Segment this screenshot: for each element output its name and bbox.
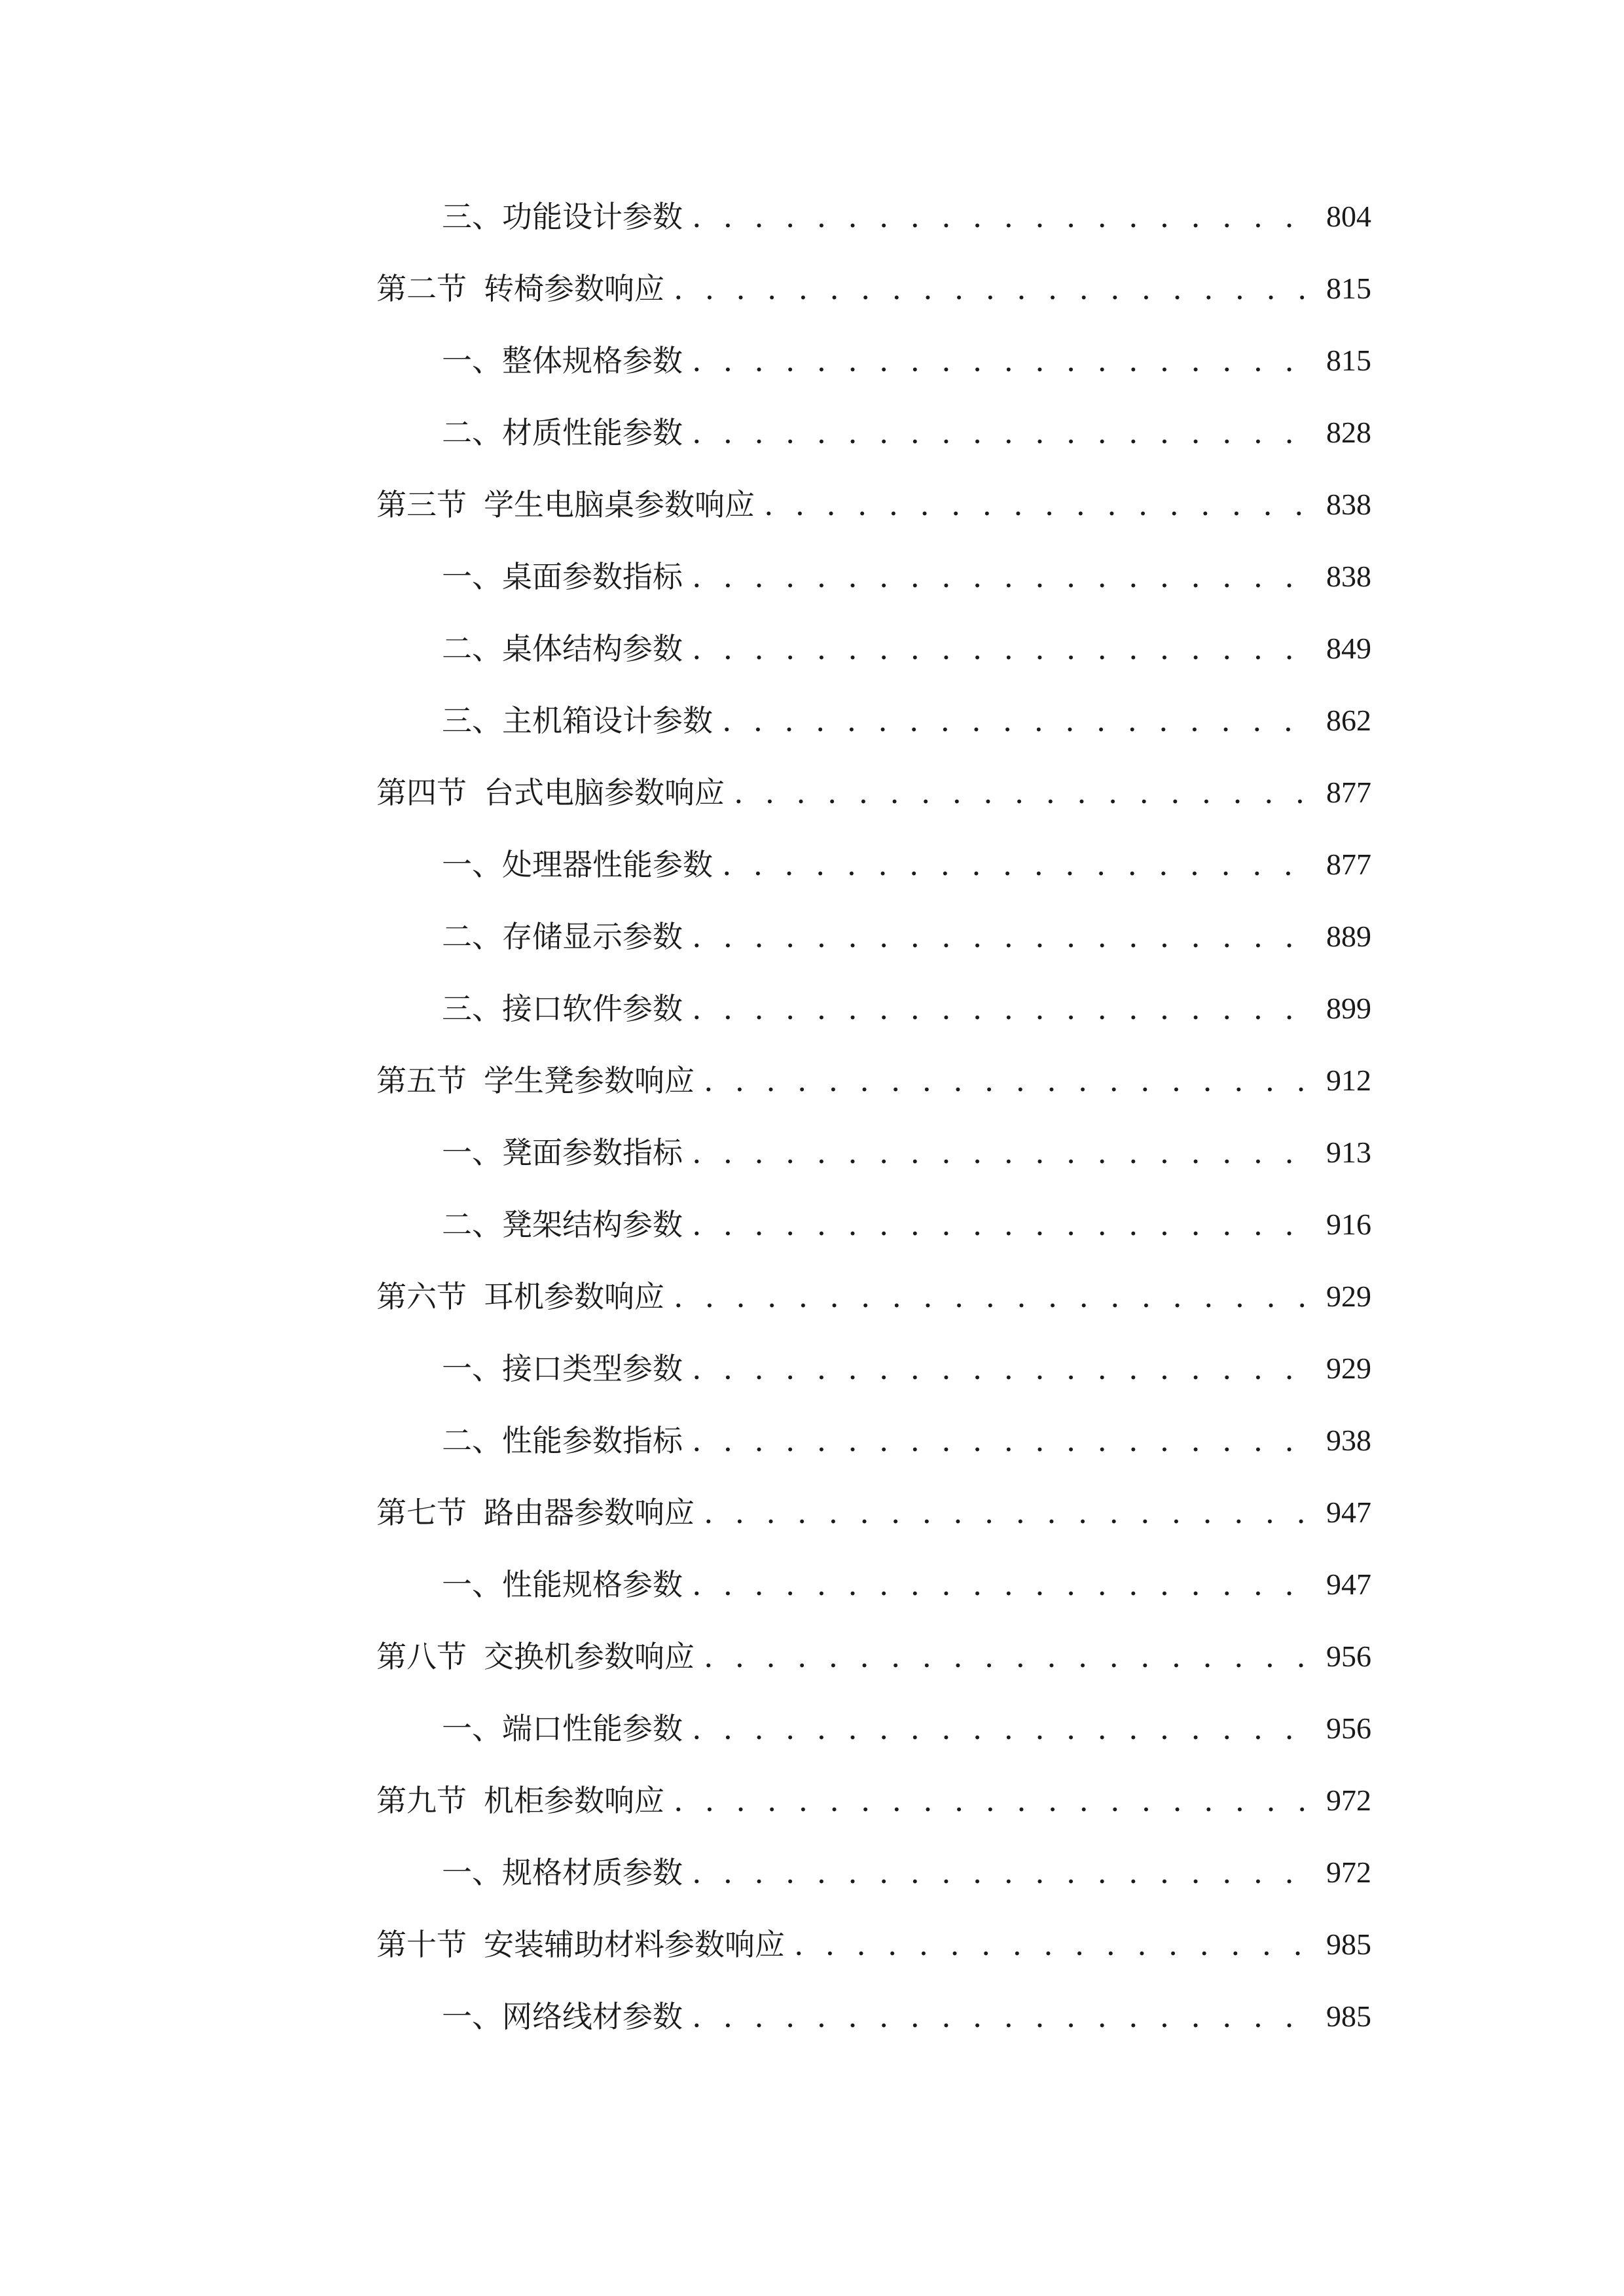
toc-entry-page: 804: [1326, 200, 1371, 233]
toc-entry-page: 828: [1326, 416, 1371, 449]
toc-section-title: 学生凳参数响应: [484, 1063, 695, 1098]
toc-section[interactable]: [376, 757, 1371, 829]
toc-section-number: 第三节: [376, 487, 467, 522]
toc-entry[interactable]: [376, 1837, 1371, 1909]
dot-leader: [674, 1282, 1309, 1312]
dot-leader: [674, 1785, 1309, 1816]
dot-leader: [692, 1857, 1309, 1888]
toc-section-title: 安装辅助材料参数响应: [484, 1927, 785, 1962]
dot-leader: [704, 1498, 1309, 1528]
toc-section-number: 第九节: [376, 1783, 467, 1818]
toc-entry[interactable]: [376, 325, 1371, 397]
dot-leader: [692, 418, 1309, 448]
dot-leader: [674, 274, 1309, 304]
dot-leader: [704, 1066, 1309, 1096]
dot-leader: [704, 1641, 1309, 1672]
dot-leader: [722, 706, 1309, 736]
toc-entry-title: 凳架结构参数: [502, 1207, 683, 1242]
toc-entry-page: 947: [1326, 1568, 1371, 1601]
toc-section-title: 台式电脑参数响应: [484, 775, 725, 810]
toc-section-page: 912: [1326, 1064, 1371, 1097]
toc-entry-page: 956: [1326, 1712, 1371, 1745]
toc-entry[interactable]: [376, 685, 1371, 757]
toc-entry-title: 端口性能参数: [502, 1711, 683, 1746]
toc-section-title: 交换机参数响应: [484, 1639, 695, 1674]
toc-entry-title: 处理器性能参数: [502, 847, 713, 882]
toc-entry-page: 916: [1326, 1208, 1371, 1241]
toc-section-number: 第七节: [376, 1495, 467, 1530]
toc-section-number: 第六节: [376, 1279, 467, 1314]
toc-entry-title: 存储显示参数: [502, 919, 683, 954]
toc-entry[interactable]: [376, 613, 1371, 685]
toc-entry-title: 功能设计参数: [502, 199, 683, 234]
dot-leader: [692, 1570, 1309, 1600]
toc-entry[interactable]: [376, 1333, 1371, 1405]
toc-entry[interactable]: [376, 1189, 1371, 1261]
dot-leader: [692, 1354, 1309, 1384]
toc-entry[interactable]: [376, 1405, 1371, 1477]
toc-entry[interactable]: [376, 829, 1371, 901]
toc-section-title: 耳机参数响应: [484, 1279, 664, 1314]
toc-entry[interactable]: [376, 181, 1371, 253]
toc-entry-number: 二、: [442, 919, 502, 954]
toc-entry-title: 网络线材参数: [502, 1999, 683, 2034]
toc-entry-page: 972: [1326, 1856, 1371, 1889]
toc-entry[interactable]: [376, 541, 1371, 613]
toc-entry[interactable]: [376, 973, 1371, 1045]
toc-entry-title: 规格材质参数: [502, 1855, 683, 1890]
toc-entry-page: 838: [1326, 560, 1371, 593]
toc-entry-number: 一、: [442, 1855, 502, 1890]
toc-section-page: 956: [1326, 1640, 1371, 1673]
toc-entry-title: 材质性能参数: [502, 415, 683, 450]
toc-entry-number: 三、: [442, 991, 502, 1026]
toc-entry-number: 一、: [442, 1567, 502, 1602]
toc-entry-page: 849: [1326, 632, 1371, 665]
dot-leader: [692, 634, 1309, 664]
toc-entry-number: 二、: [442, 1423, 502, 1458]
toc-entry-number: 一、: [442, 1999, 502, 2034]
toc-section[interactable]: [376, 1765, 1371, 1837]
toc-entry-number: 一、: [442, 1711, 502, 1746]
toc-section[interactable]: [376, 1477, 1371, 1549]
toc-section-title: 机柜参数响应: [484, 1783, 664, 1818]
toc-entry[interactable]: [376, 1549, 1371, 1621]
toc-entry-page: 985: [1326, 2000, 1371, 2033]
toc-section-number: 第八节: [376, 1639, 467, 1674]
toc-entry-page: 815: [1326, 344, 1371, 377]
toc-section-number: 第五节: [376, 1063, 467, 1098]
toc-section-title: 学生电脑桌参数响应: [484, 487, 755, 522]
dot-leader: [764, 490, 1309, 520]
toc-entry-title: 接口类型参数: [502, 1351, 683, 1386]
toc-entry-title: 凳面参数指标: [502, 1135, 683, 1170]
toc-entry[interactable]: [376, 1693, 1371, 1765]
toc-section-number: 第二节: [376, 271, 467, 306]
toc-section-title: 转椅参数响应: [484, 271, 664, 306]
toc-entry[interactable]: [376, 1117, 1371, 1189]
toc-section-page: 929: [1326, 1280, 1371, 1313]
toc-entry[interactable]: [376, 1981, 1371, 2053]
dot-leader: [692, 994, 1309, 1024]
toc-entry-title: 主机箱设计参数: [502, 703, 713, 738]
toc-entry[interactable]: [376, 397, 1371, 469]
toc-section[interactable]: [376, 1909, 1371, 1981]
toc-section-page: 947: [1326, 1496, 1371, 1529]
toc-section[interactable]: [376, 253, 1371, 325]
toc-section-number: 第四节: [376, 775, 467, 810]
dot-leader: [692, 2001, 1309, 2032]
toc-section-page: 815: [1326, 272, 1371, 305]
toc-section[interactable]: [376, 1045, 1371, 1117]
toc-entry-number: 二、: [442, 1207, 502, 1242]
toc-entry-number: 二、: [442, 415, 502, 450]
dot-leader: [692, 1426, 1309, 1456]
dot-leader: [692, 202, 1309, 232]
toc-entry-title: 性能参数指标: [502, 1423, 683, 1458]
toc-entry-page: 877: [1326, 848, 1371, 881]
toc-section[interactable]: [376, 1261, 1371, 1333]
toc-entry-number: 三、: [442, 703, 502, 738]
toc-section-title: 路由器参数响应: [484, 1495, 695, 1530]
toc-entry-page: 889: [1326, 920, 1371, 953]
table-of-contents: [376, 181, 1371, 2053]
toc-entry-title: 桌体结构参数: [502, 631, 683, 666]
dot-leader: [692, 1713, 1309, 1744]
dot-leader: [722, 850, 1309, 880]
toc-entry-number: 一、: [442, 343, 502, 378]
toc-entry-title: 桌面参数指标: [502, 559, 683, 594]
toc-entry-number: 一、: [442, 1351, 502, 1386]
dot-leader: [692, 562, 1309, 592]
toc-entry-number: 一、: [442, 559, 502, 594]
toc-entry-title: 接口软件参数: [502, 991, 683, 1026]
dot-leader: [692, 346, 1309, 376]
toc-entry-number: 二、: [442, 631, 502, 666]
toc-section-number: 第十节: [376, 1927, 467, 1962]
toc-entry-page: 938: [1326, 1424, 1371, 1457]
toc-entry-number: 三、: [442, 199, 502, 234]
dot-leader: [692, 1138, 1309, 1168]
dot-leader: [794, 1929, 1309, 1960]
toc-entry-number: 一、: [442, 1135, 502, 1170]
dot-leader: [692, 1210, 1309, 1240]
toc-section-page: 972: [1326, 1784, 1371, 1817]
toc-section[interactable]: [376, 469, 1371, 541]
toc-entry-title: 性能规格参数: [502, 1567, 683, 1602]
toc-entry-page: 929: [1326, 1352, 1371, 1385]
toc-section-page: 838: [1326, 488, 1371, 521]
toc-entry-page: 899: [1326, 992, 1371, 1025]
toc-section[interactable]: [376, 1621, 1371, 1693]
toc-section-page: 877: [1326, 776, 1371, 809]
toc-entry-title: 整体规格参数: [502, 343, 683, 378]
toc-entry-page: 913: [1326, 1136, 1371, 1169]
dot-leader: [734, 778, 1309, 808]
toc-entry[interactable]: [376, 901, 1371, 973]
dot-leader: [692, 922, 1309, 952]
toc-section-page: 985: [1326, 1928, 1371, 1961]
toc-entry-page: 862: [1326, 704, 1371, 737]
toc-entry-number: 一、: [442, 847, 502, 882]
